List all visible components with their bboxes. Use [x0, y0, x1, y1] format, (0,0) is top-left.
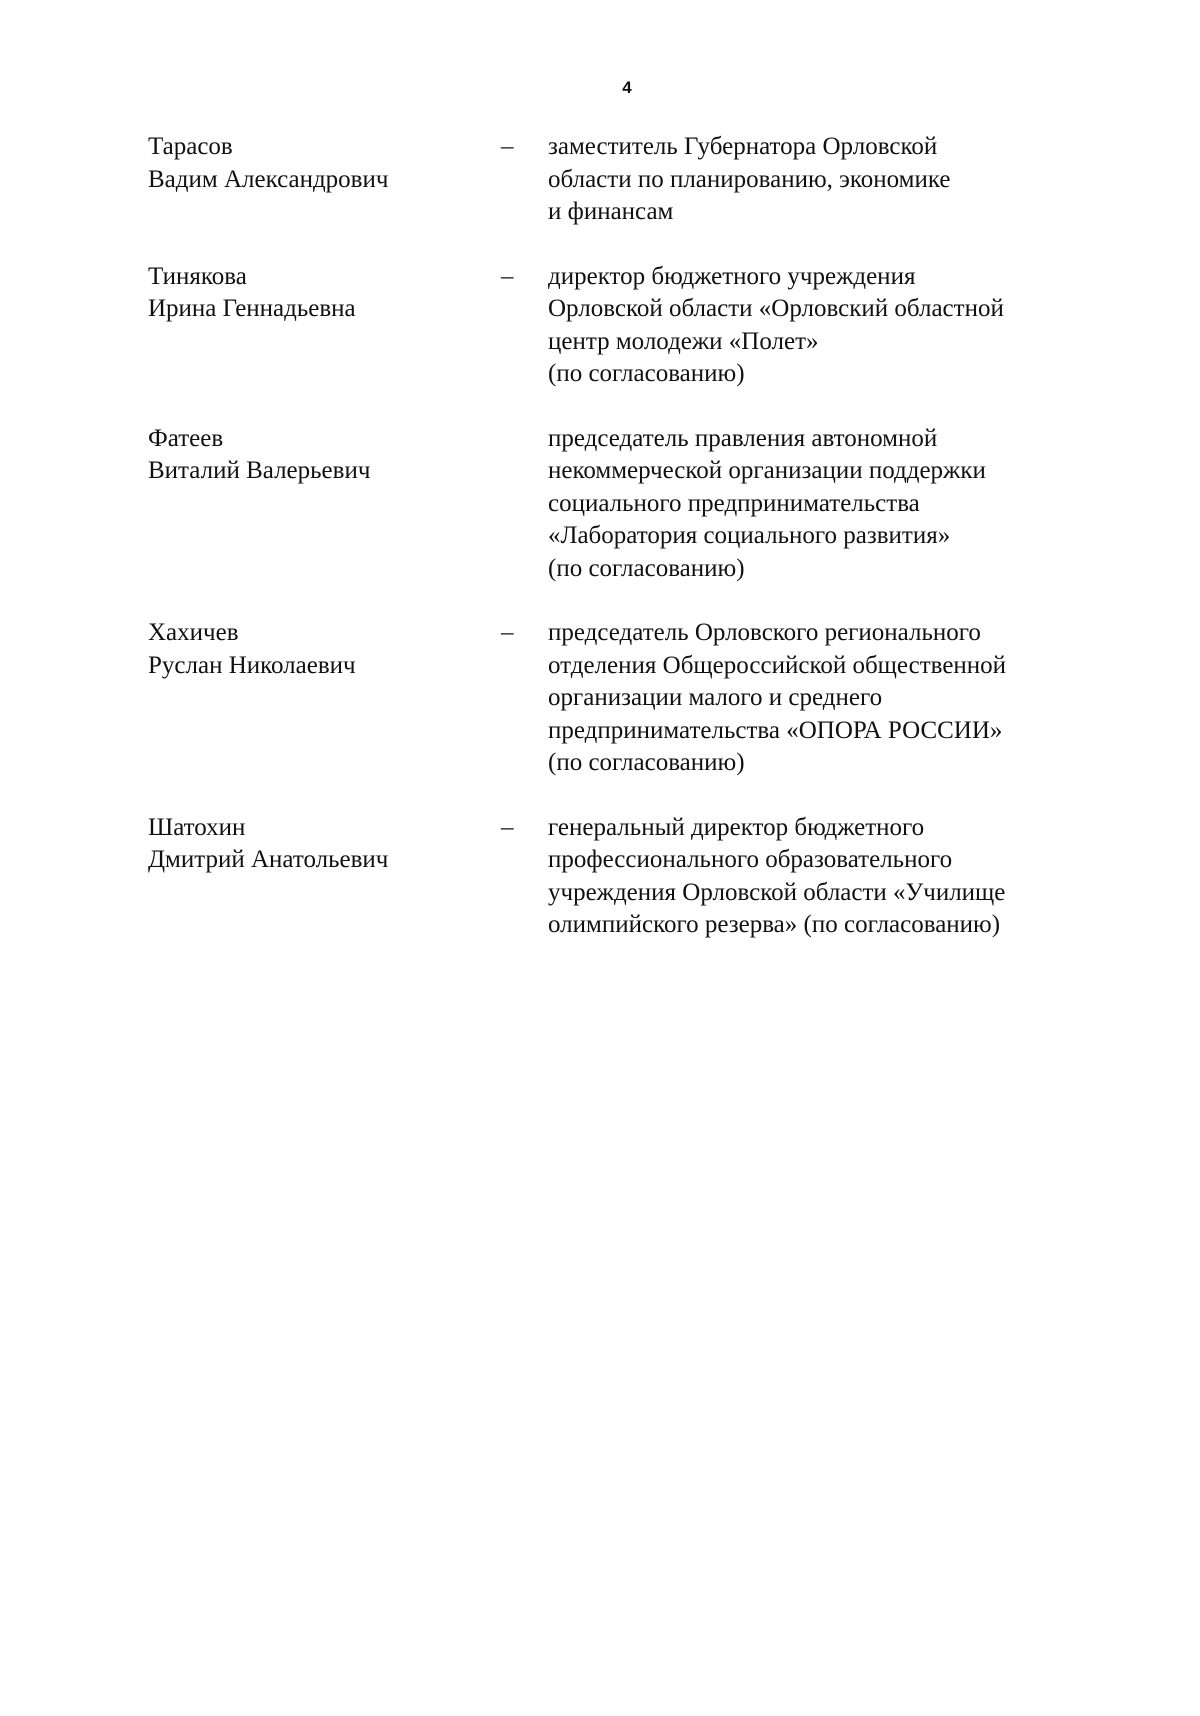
member-entry	[148, 131, 1148, 229]
member-entry	[148, 617, 1148, 780]
member-name: Тинякова Ирина Геннадьевна	[148, 262, 356, 322]
member-name: Фатеев Виталий Валерьевич	[148, 424, 371, 484]
member-role: председатель Орловского регионального отделения Общероссийской общественной организации малого и среднего предпринимательства «ОПОРА РОССИИ» (по согласованию)	[548, 619, 1007, 776]
member-name: Тарасов Вадим Александрович	[148, 133, 389, 193]
member-list	[148, 131, 1148, 974]
member-name: Хахичев Руслан Николаевич	[148, 619, 356, 679]
member-entry	[148, 261, 1148, 391]
member-dash: –	[501, 262, 514, 290]
page-number: 4	[622, 78, 632, 97]
member-dash: –	[501, 813, 514, 841]
member-dash: –	[501, 619, 514, 646]
member-role: председатель правления автономной некоммерческой организации поддержки социального предпринимательства «Лаборатория социального развития» (по согласованию)	[548, 424, 986, 582]
member-entry	[148, 812, 1148, 942]
member-name: Шатохин Дмитрий Анатольевич	[148, 813, 389, 873]
member-role: директор бюджетного учреждения Орловской области «Орловский областной центр молодежи «Полет» (по согласованию)	[548, 262, 1004, 387]
member-entry	[148, 423, 1148, 586]
member-role: генеральный директор бюджетного профессионального образовательного учреждения Орловской области «Училище олимпийского резерва» (по согласованию)	[548, 813, 1006, 938]
member-dash: –	[501, 133, 514, 160]
member-role: заместитель Губернатора Орловской области по планированию, экономике и финансам	[548, 133, 951, 225]
